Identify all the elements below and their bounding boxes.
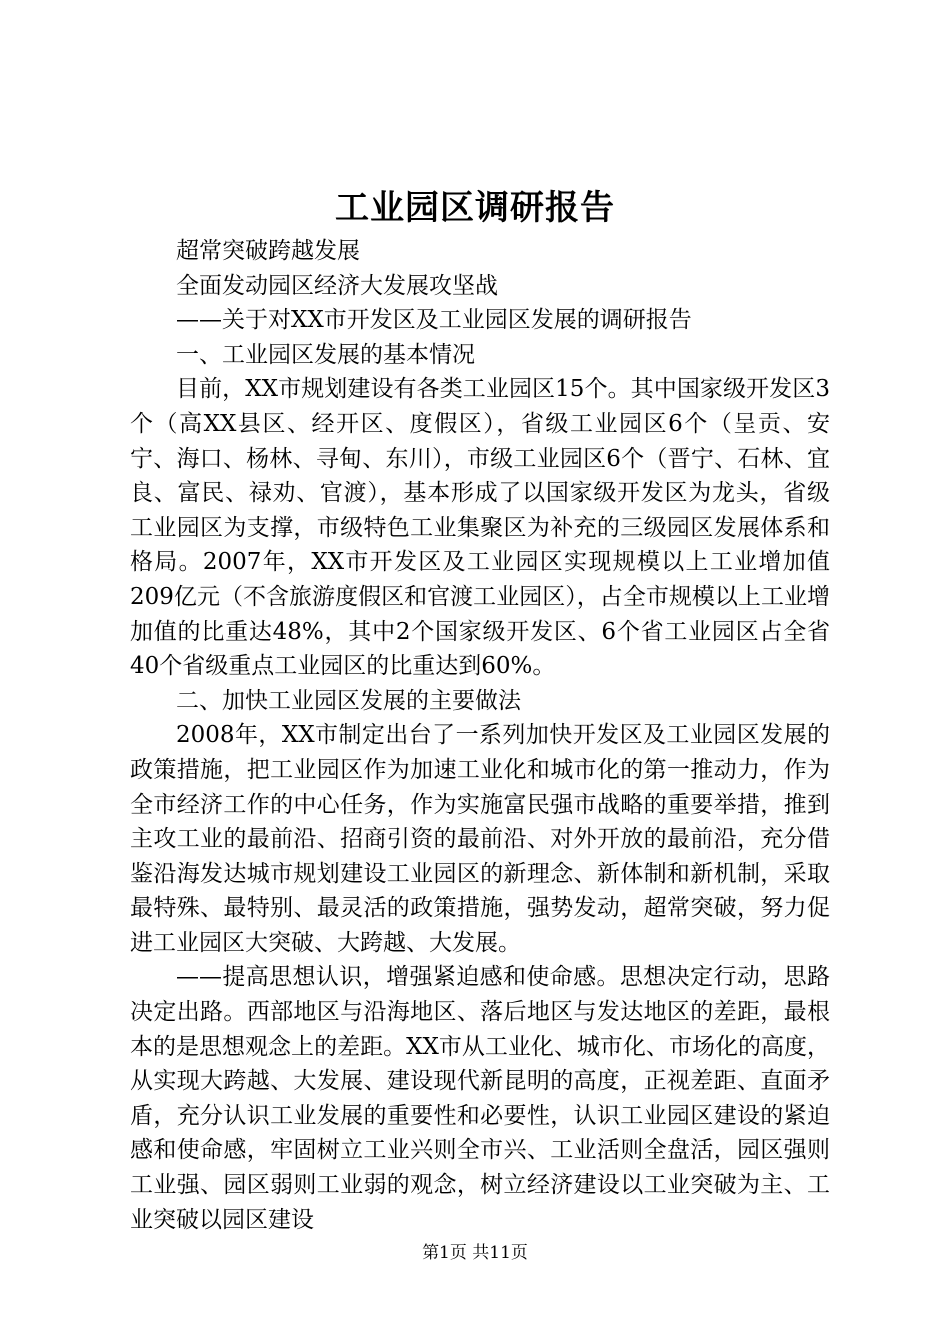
section-heading-2: 二、加快工业园区发展的主要做法 [176, 687, 521, 714]
body-paragraph: 目前，XX市规划建设有各类工业园区15个。其中国家级开发区3个（高XX县区、经开区、度假区），省级工业园区6个（呈贡、安宁、海口、杨林、寻甸、东川），市级工业园区6个（晋宁、石林、宜良、富民、禄劝、官渡），基本形成了以国家级开发区为龙头，省级工业园区为支撑，市级特色工业集聚区为补充的三级园区发展体系和格局。2007年，XX市开发区及工业园区实现规模以上工业增加值209亿元（不含旅游度假区和官渡工业园区），占全市规模以上工业增加值的比重达48%，其中2个国家级开发区、6个省工业园区占全省40个省级重点工业园区的比重达到60%。 [130, 376, 830, 680]
body-paragraph: ——提高思想认识，增强紧迫感和使命感。思想决定行动，思路决定出路。西部地区与沿海地区、落后地区与发达地区的差距，最根本的是思想观念上的差距。XX市从工业化、城市化、市场化的高度，从实现大跨越、大发展、建设现代新昆明的高度，正视差距、直面矛盾，充分认识工业发展的重要性和必要性，认识工业园区建设的紧迫感和使命感，牢固树立工业兴则全市兴、工业活则全盘活，园区强则工业强、园区弱则工业弱的观念，树立经济建设以工业突破为主、工业突破以园区建设 [130, 964, 830, 1233]
subtitle-line-1: 超常突破跨越发展 [176, 238, 360, 264]
subtitle-line-2: 全面发动园区经济大发展攻坚战 [176, 272, 498, 299]
body-paragraph: 2008年，XX市制定出台了一系列加快开发区及工业园区发展的政策措施，把工业园区作为加速工业化和城市化的第一推动力，作为全市经济工作的中心任务，作为实施富民强市战略的重要举措，推到主攻工业的最前沿、招商引资的最前沿、对外开放的最前沿，充分借鉴沿海发达城市规划建设工业园区的新理念、新体制和新机制，采取最特殊、最特别、最灵活的政策措施，强势发动，超常突破，努力促进工业园区大突破、大跨越、大发展。 [130, 722, 830, 956]
page-footer: 第1页 共11页 [422, 1243, 528, 1263]
subtitle-line-3: ——关于对XX市开发区及工业园区发展的调研报告 [176, 307, 692, 334]
section-heading-1: 一、工业园区发展的基本情况 [176, 341, 475, 368]
document-title: 工业园区调研报告 [335, 188, 615, 228]
document-body [130, 234, 830, 1237]
